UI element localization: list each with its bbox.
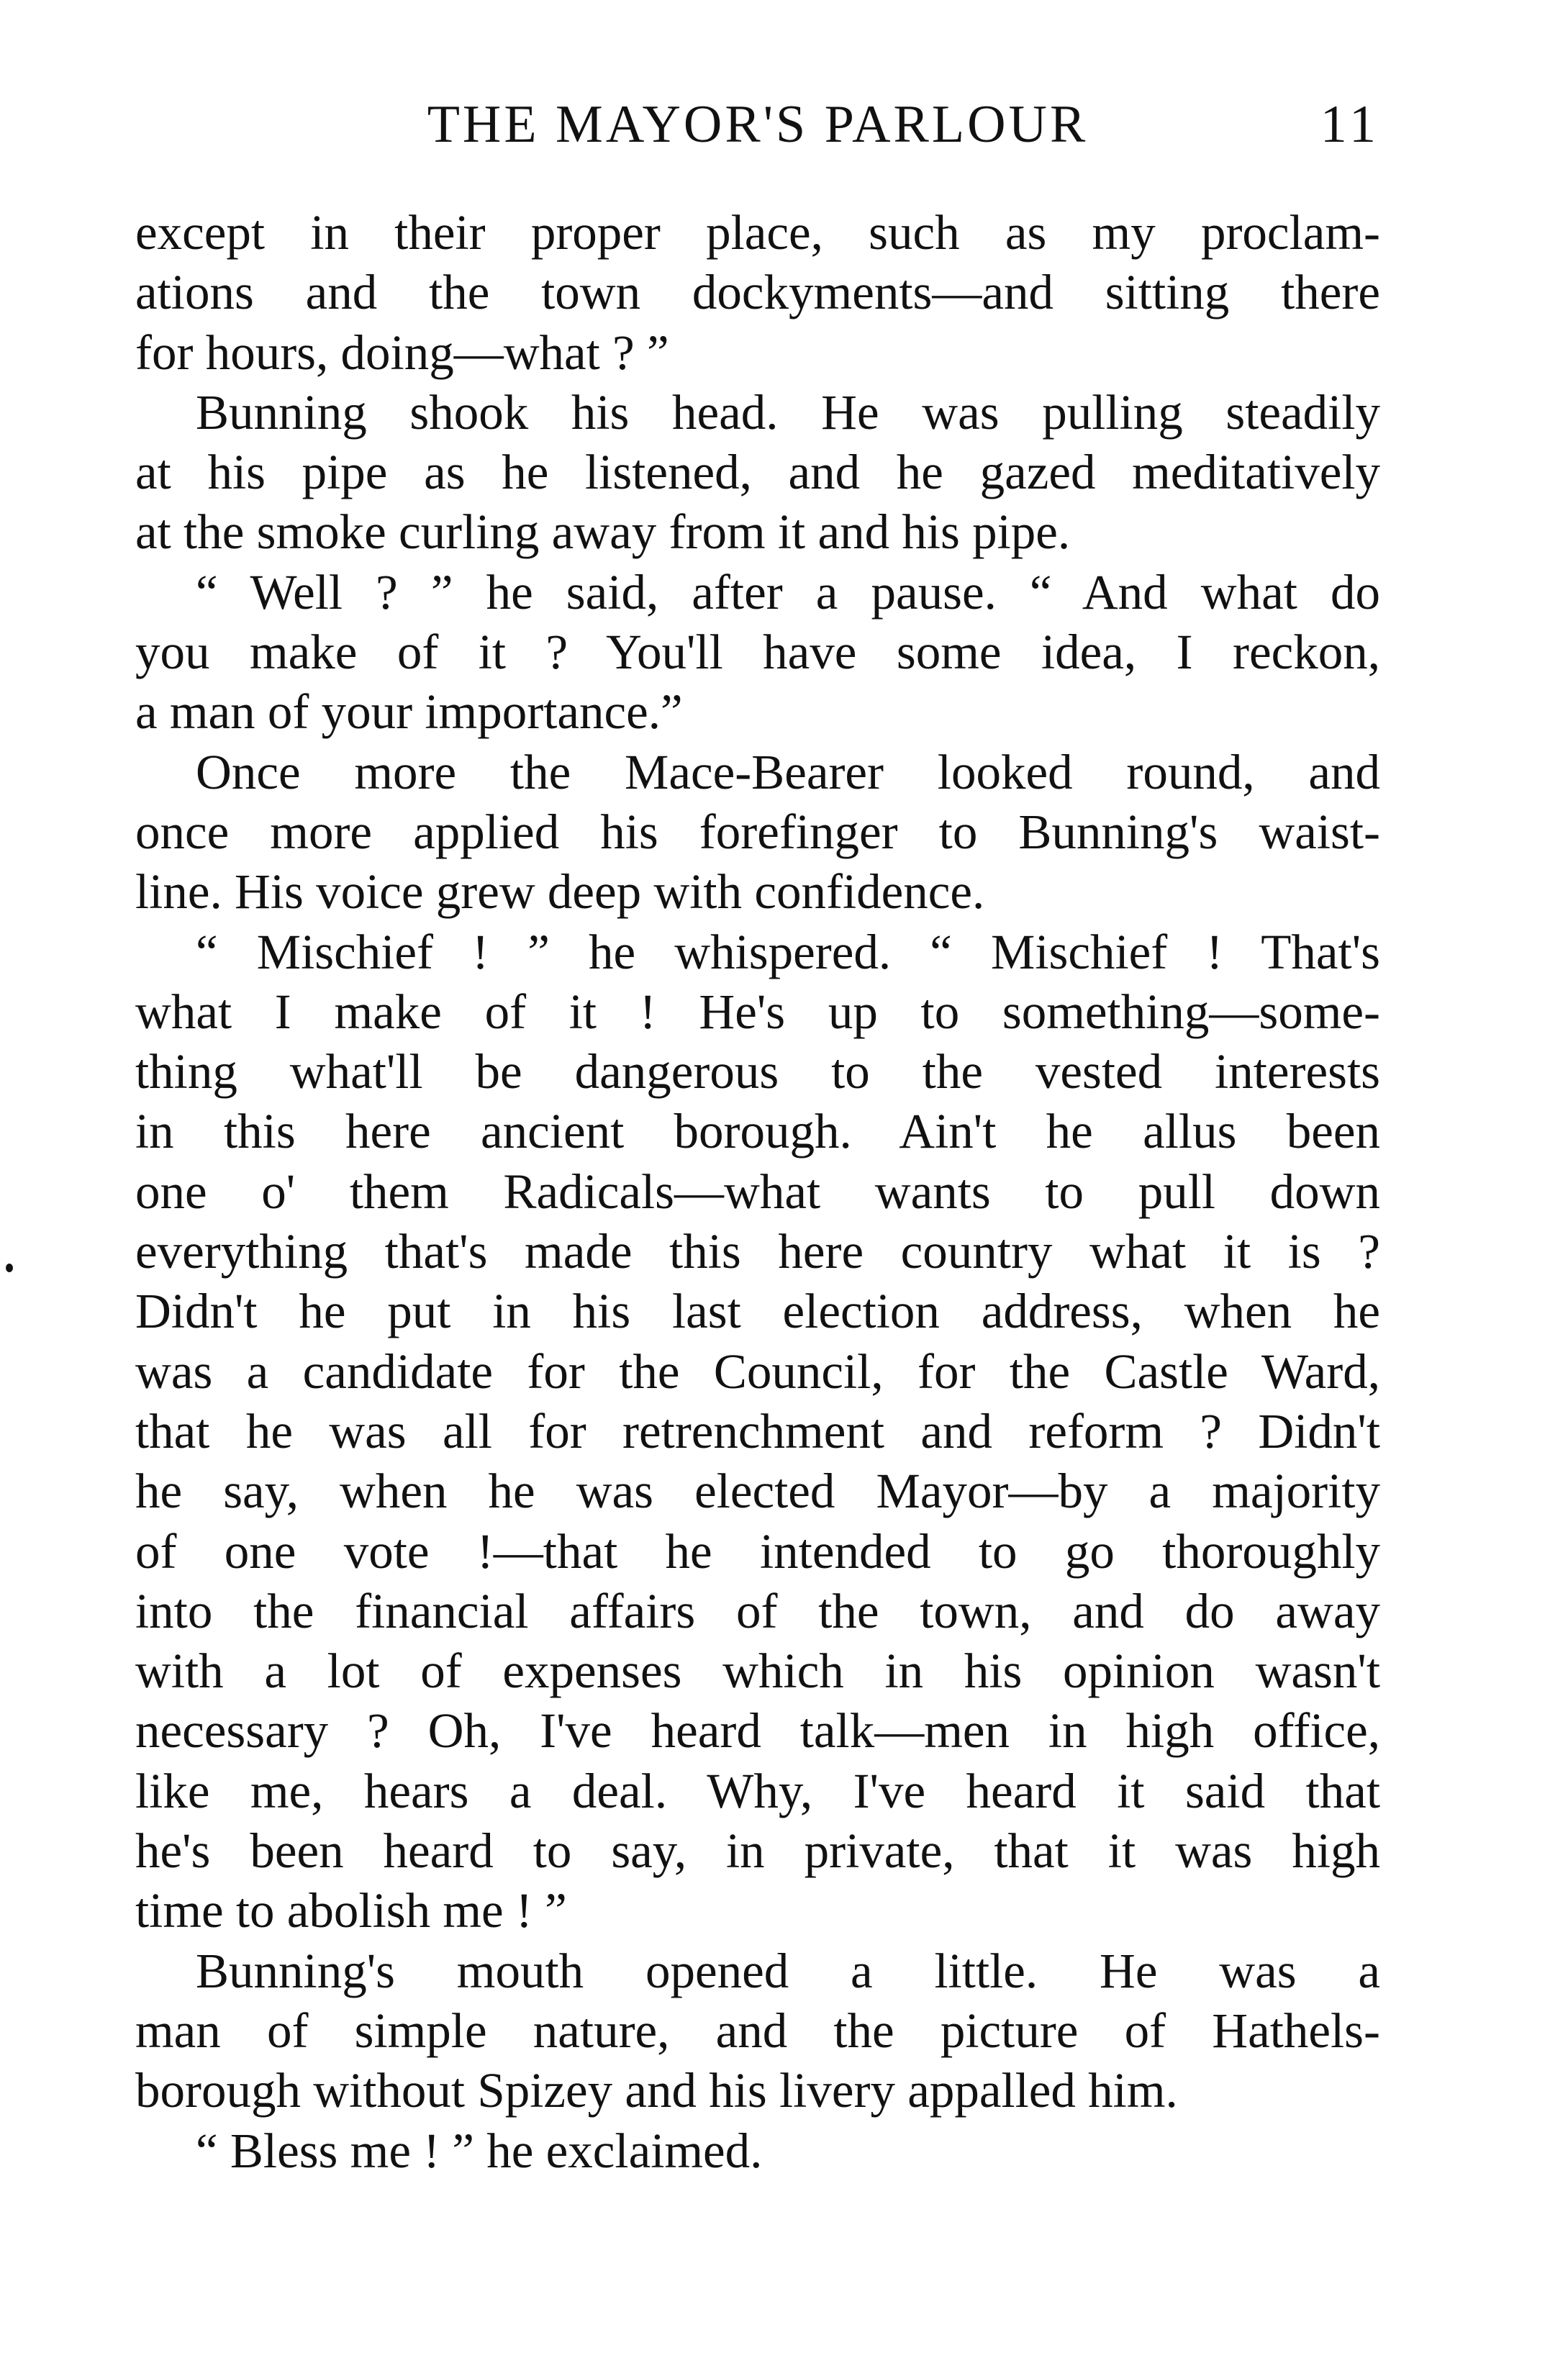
text-line: that he was all for retrenchment and reform ? Didn't: [135, 1403, 1380, 1459]
text-line: what I make of it ! He's up to something—some-: [135, 984, 1380, 1039]
text-line: borough without Spizey and his livery appalled him.: [135, 2063, 1178, 2118]
text-line: ations and the town dockyments—and sitting there: [135, 265, 1380, 320]
text-line: “ Bless me ! ” he exclaimed.: [196, 2123, 763, 2178]
text-line: a man of your importance.”: [135, 684, 683, 740]
running-header: [135, 92, 1380, 157]
text-line: thing what'll be dangerous to the vested interests: [135, 1044, 1380, 1100]
text-line: at his pipe as he listened, and he gazed meditatively: [135, 445, 1380, 500]
text-line: Bunning shook his head. He was pulling steadily: [196, 384, 1380, 440]
text-line: except in their proper place, such as my proclam-: [135, 205, 1380, 260]
text-line: at the smoke curling away from it and his pipe.: [135, 504, 1071, 560]
text-line: into the financial affairs of the town, and do away: [135, 1583, 1380, 1638]
text-line: in this here ancient borough. Ain't he allus been: [135, 1104, 1380, 1159]
text-line: like me, hears a deal. Why, I've heard it said that: [135, 1763, 1380, 1818]
text-line: “ Mischief ! ” he whispered. “ Mischief ! That's: [196, 924, 1380, 979]
text-line: necessary ? Oh, I've heard talk—men in high office,: [135, 1703, 1380, 1759]
text-line: Once more the Mace-Bearer looked round, and: [196, 744, 1380, 799]
text-line: he's been heard to say, in private, that it was high: [135, 1823, 1380, 1879]
text-line: he say, when he was elected Mayor—by a majority: [135, 1464, 1380, 1519]
margin-speck: [6, 1264, 13, 1272]
text-line: was a candidate for the Council, for the Castle Ward,: [135, 1343, 1380, 1399]
text-line: line. His voice grew deep with confidence.: [135, 864, 985, 920]
text-line: “ Well ? ” he said, after a pause. “ And what do: [196, 564, 1380, 620]
text-line: one o' them Radicals—what wants to pull down: [135, 1164, 1380, 1219]
text-line: Bunning's mouth opened a little. He was a: [196, 1943, 1380, 1998]
running-title: THE MAYOR'S PARLOUR: [427, 95, 1089, 154]
text-line: for hours, doing—what ? ”: [135, 325, 669, 380]
body-text: [135, 203, 1380, 2181]
text-line: you make of it ? You'll have some idea, I reckon,: [135, 625, 1380, 680]
text-line: with a lot of expenses which in his opinion wasn't: [135, 1644, 1380, 1699]
text-line: of one vote !—that he intended to go thoroughly: [135, 1523, 1380, 1579]
text-line: once more applied his forefinger to Bunning's waist-: [135, 804, 1380, 859]
text-line: everything that's made this here country what it is ?: [135, 1224, 1380, 1279]
text-line: man of simple nature, and the picture of Hathels-: [135, 2003, 1380, 2058]
text-line: time to abolish me ! ”: [135, 1883, 567, 1939]
page-number: 11: [1320, 95, 1380, 154]
text-line: Didn't he put in his last election address, when he: [135, 1284, 1380, 1339]
